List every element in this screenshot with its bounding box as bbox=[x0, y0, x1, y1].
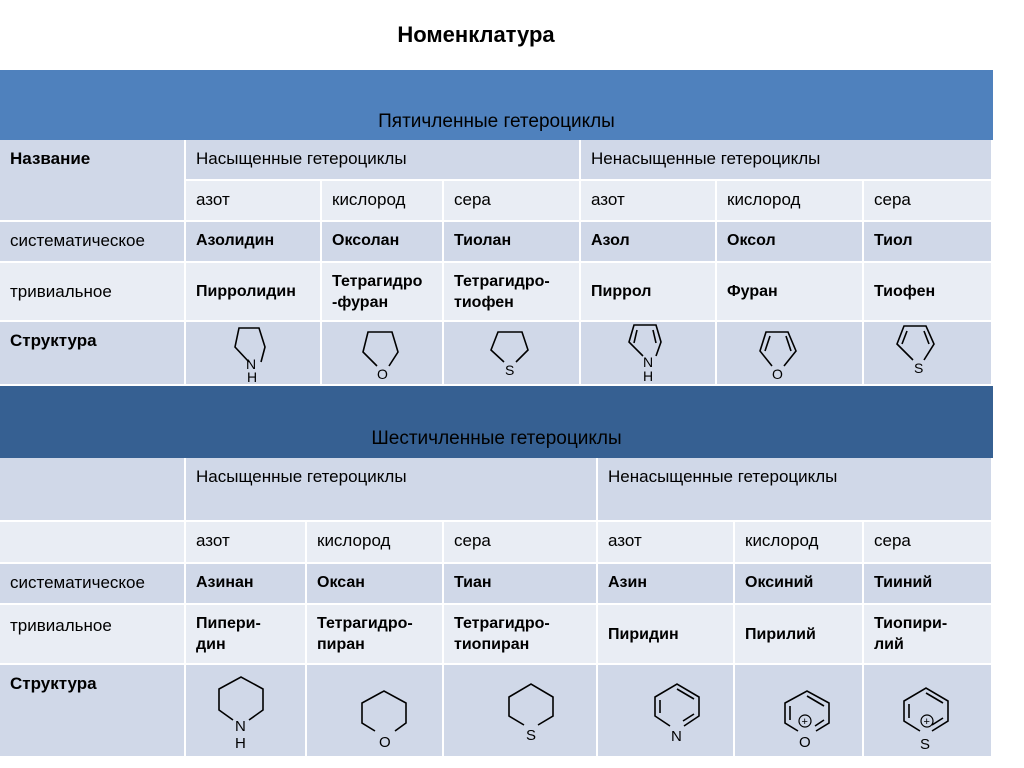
thiolane-structure bbox=[444, 322, 579, 384]
structure-cell bbox=[444, 322, 581, 386]
trivial-name-line: пиран bbox=[317, 636, 365, 653]
trivial-name-line: тиофен bbox=[454, 294, 514, 311]
trivial-name-line: -фуран bbox=[332, 294, 389, 311]
trivial-name-line: Тиопири- bbox=[874, 615, 948, 632]
atom-oxygen: кислород bbox=[717, 181, 864, 222]
systematic-name: Тиолан bbox=[444, 222, 581, 263]
five-membered-band bbox=[0, 70, 993, 140]
atom-label: S bbox=[526, 727, 537, 744]
trivial-name bbox=[186, 605, 307, 665]
structure-cell bbox=[307, 665, 444, 758]
systematic-name: Тиан bbox=[444, 564, 598, 605]
atom-nitrogen: азот bbox=[186, 522, 307, 564]
pyrrolidine-structure bbox=[186, 322, 320, 384]
structure-cell bbox=[864, 665, 993, 758]
systematic-name: Азолидин bbox=[186, 222, 322, 263]
row-label-systematic: систематическое bbox=[0, 222, 186, 263]
systematic-name: Оксол bbox=[717, 222, 864, 263]
thiopyrylium-structure bbox=[864, 665, 991, 756]
trivial-name-line: Тетрагидро- bbox=[317, 615, 413, 632]
atom-label: O bbox=[377, 366, 388, 382]
trivial-name-line: дин bbox=[196, 636, 226, 653]
atom-oxygen: кислород bbox=[735, 522, 864, 564]
header-blank bbox=[0, 458, 186, 522]
structure-cell bbox=[444, 665, 598, 758]
trivial-name: Пирилий bbox=[735, 605, 864, 665]
atom-oxygen: кислород bbox=[307, 522, 444, 564]
trivial-name: Пирролидин bbox=[186, 263, 322, 322]
header-name: Название bbox=[0, 140, 186, 222]
trivial-name bbox=[444, 263, 581, 322]
trivial-name: Пиррол bbox=[581, 263, 717, 322]
atom-nitrogen: азот bbox=[581, 181, 717, 222]
systematic-name: Тиол bbox=[864, 222, 993, 263]
header-unsaturated: Ненасыщенные гетероциклы bbox=[598, 458, 993, 522]
six-membered-band bbox=[0, 386, 993, 458]
trivial-name-line: Тетрагидро bbox=[332, 273, 423, 290]
trivial-name-line: Пипери- bbox=[196, 615, 261, 632]
atom-sulfur: сера bbox=[444, 522, 598, 564]
oxane-structure bbox=[307, 665, 442, 756]
atom-label: N bbox=[671, 728, 682, 745]
structure-cell bbox=[735, 665, 864, 758]
atom-label: N bbox=[235, 718, 246, 735]
atom-label: H bbox=[643, 368, 654, 384]
header-unsaturated: Ненасыщенные гетероциклы bbox=[581, 140, 993, 181]
structure-cell bbox=[581, 322, 717, 386]
atom-label: O bbox=[799, 734, 811, 751]
atom-label: O bbox=[379, 734, 391, 751]
trivial-name bbox=[864, 605, 993, 665]
trivial-name-line: Тетрагидро- bbox=[454, 273, 550, 290]
row-label-structure: Структура bbox=[0, 665, 186, 758]
atom-label: S bbox=[505, 362, 515, 378]
systematic-name: Оксолан bbox=[322, 222, 444, 263]
row-label-trivial: тривиальное bbox=[0, 605, 186, 665]
atom-sulfur: сера bbox=[444, 181, 581, 222]
row-label-structure: Структура bbox=[0, 322, 186, 386]
thiane-structure bbox=[444, 665, 596, 756]
pyridine-structure bbox=[598, 665, 733, 756]
trivial-name-line: Тетрагидро- bbox=[454, 615, 550, 632]
header-saturated: Насыщенные гетероциклы bbox=[186, 458, 598, 522]
systematic-name: Азинан bbox=[186, 564, 307, 605]
charge-label: + bbox=[923, 716, 930, 728]
page-title: Номенклатура bbox=[397, 22, 555, 47]
atom-label: O bbox=[772, 366, 783, 382]
atom-blank bbox=[0, 522, 186, 564]
pyrylium-structure bbox=[735, 665, 862, 756]
structure-cell bbox=[864, 322, 993, 386]
trivial-name-line: тиопиран bbox=[454, 636, 530, 653]
atom-label: S bbox=[920, 736, 931, 753]
charge-label: + bbox=[801, 716, 808, 728]
six-membered-title: Шестичленные гетероциклы bbox=[371, 428, 622, 449]
trivial-name: Тиофен bbox=[864, 263, 993, 322]
atom-oxygen: кислород bbox=[322, 181, 444, 222]
atom-label: H bbox=[235, 735, 246, 752]
systematic-name: Азин bbox=[598, 564, 735, 605]
thiophene-structure bbox=[864, 322, 991, 384]
trivial-name: Фуран bbox=[717, 263, 864, 322]
five-membered-title: Пятичленные гетероциклы bbox=[378, 111, 615, 132]
systematic-name: Оксан bbox=[307, 564, 444, 605]
trivial-name-line: лий bbox=[874, 636, 904, 653]
atom-label: H bbox=[247, 369, 258, 384]
furan-structure bbox=[717, 322, 862, 384]
structure-cell bbox=[717, 322, 864, 386]
row-label-trivial: тривиальное bbox=[0, 263, 186, 322]
structure-cell bbox=[186, 665, 307, 758]
atom-nitrogen: азот bbox=[186, 181, 322, 222]
atom-label: S bbox=[914, 360, 924, 376]
structure-cell bbox=[598, 665, 735, 758]
structure-cell bbox=[322, 322, 444, 386]
systematic-name: Тииний bbox=[864, 564, 993, 605]
trivial-name bbox=[307, 605, 444, 665]
atom-sulfur: сера bbox=[864, 522, 993, 564]
trivial-name: Пиридин bbox=[598, 605, 735, 665]
systematic-name: Азол bbox=[581, 222, 717, 263]
oxolane-structure bbox=[322, 322, 442, 384]
row-label-systematic: систематическое bbox=[0, 564, 186, 605]
trivial-name bbox=[444, 605, 598, 665]
pyrrole-structure bbox=[581, 322, 715, 384]
header-saturated: Насыщенные гетероциклы bbox=[186, 140, 581, 181]
atom-label: N bbox=[246, 356, 257, 372]
piperidine-structure bbox=[186, 665, 305, 756]
atom-nitrogen: азот bbox=[598, 522, 735, 564]
systematic-name: Оксиний bbox=[735, 564, 864, 605]
trivial-name bbox=[322, 263, 444, 322]
atom-label: N bbox=[643, 354, 654, 370]
structure-cell bbox=[186, 322, 322, 386]
atom-sulfur: сера bbox=[864, 181, 993, 222]
